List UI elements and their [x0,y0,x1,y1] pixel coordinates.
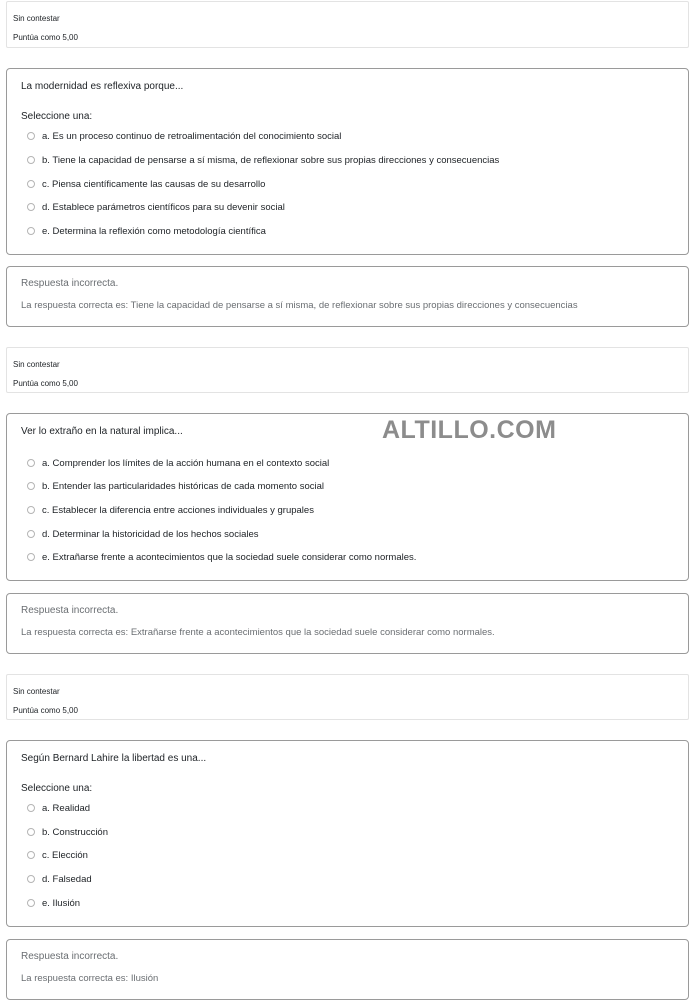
option-label: b. Tiene la capacidad de pensarse a sí misma, de reflexionar sobre sus propias direcciones y consecuencias [42,154,500,166]
answer-option[interactable] [27,801,90,815]
radio-button[interactable] [27,553,35,561]
option-label: d. Determinar la historicidad de los hechos sociales [42,528,259,540]
radio-button[interactable] [27,530,35,538]
question-box [6,68,689,255]
question-text: La modernidad es reflexiva porque... [21,81,184,92]
answer-option[interactable] [27,456,329,470]
answer-option[interactable] [27,825,108,839]
option-label: b. Entender las particularidades históricas de cada momento social [42,480,324,492]
question-info-box [6,347,689,393]
option-label: a. Realidad [42,802,91,814]
correct-answer: La respuesta correcta es: Tiene la capacidad de pensarse a sí misma, de reflexionar sobre sus propias direcciones y consecuencias [21,300,578,311]
answer-option[interactable] [27,177,265,191]
question-box [6,413,689,581]
radio-button[interactable] [27,804,35,812]
question-grade: Puntúa como 5,00 [13,33,78,42]
correct-answer: La respuesta correcta es: Extrañarse frente a acontecimientos que la sociedad suele considerar como normales. [21,627,495,638]
radio-button[interactable] [27,899,35,907]
radio-button[interactable] [27,203,35,211]
question-info-box [6,1,689,48]
question-state: Sin contestar [13,687,60,696]
question-text: Según Bernard Lahire la libertad es una... [21,753,207,764]
select-one-prompt: Seleccione una: [21,111,93,122]
question-text: Ver lo extraño en la natural implica... [21,426,183,437]
radio-button[interactable] [27,180,35,188]
option-label: c. Elección [42,849,88,861]
radio-button[interactable] [27,132,35,140]
radio-button[interactable] [27,875,35,883]
question-box [6,740,689,927]
answer-option[interactable] [27,200,285,214]
answer-option[interactable] [27,153,499,167]
answer-option[interactable] [27,129,341,143]
question-info-box [6,674,689,720]
option-label: d. Falsedad [42,873,92,885]
option-label: c. Establecer la diferencia entre acciones individuales y grupales [42,504,314,516]
question-state: Sin contestar [13,360,60,369]
option-label: a. Comprender los límites de la acción humana en el contexto social [42,457,330,469]
radio-button[interactable] [27,482,35,490]
correct-answer: La respuesta correcta es: Ilusión [21,973,159,984]
feedback-result: Respuesta incorrecta. [21,605,119,616]
question-grade: Puntúa como 5,00 [13,379,78,388]
answer-option[interactable] [27,527,259,541]
question-grade: Puntúa como 5,00 [13,706,78,715]
option-label: e. Extrañarse frente a acontecimientos que la sociedad suele considerar como normales. [42,551,417,563]
radio-button[interactable] [27,506,35,514]
answer-option[interactable] [27,224,266,238]
answer-option[interactable] [27,872,92,886]
radio-button[interactable] [27,227,35,235]
feedback-box [6,939,689,1000]
radio-button[interactable] [27,156,35,164]
question-state: Sin contestar [13,14,60,23]
option-label: e. Determina la reflexión como metodología científica [42,225,266,237]
answer-option[interactable] [27,848,88,862]
answer-option[interactable] [27,503,314,517]
option-label: e. Ilusión [42,897,81,909]
feedback-result: Respuesta incorrecta. [21,951,119,962]
feedback-box [6,593,689,654]
answer-option[interactable] [27,550,416,564]
radio-button[interactable] [27,828,35,836]
option-label: c. Piensa científicamente las causas de su desarrollo [42,178,266,190]
radio-button[interactable] [27,851,35,859]
feedback-result: Respuesta incorrecta. [21,278,119,289]
answer-option[interactable] [27,896,80,910]
select-one-prompt: Seleccione una: [21,783,93,794]
option-label: b. Construcción [42,826,109,838]
option-label: a. Es un proceso continuo de retroalimentación del conocimiento social [42,130,342,142]
answer-option[interactable] [27,479,324,493]
watermark: ALTILLO.COM [382,416,557,444]
option-label: d. Establece parámetros científicos para su devenir social [42,201,285,213]
feedback-box [6,266,689,327]
radio-button[interactable] [27,459,35,467]
